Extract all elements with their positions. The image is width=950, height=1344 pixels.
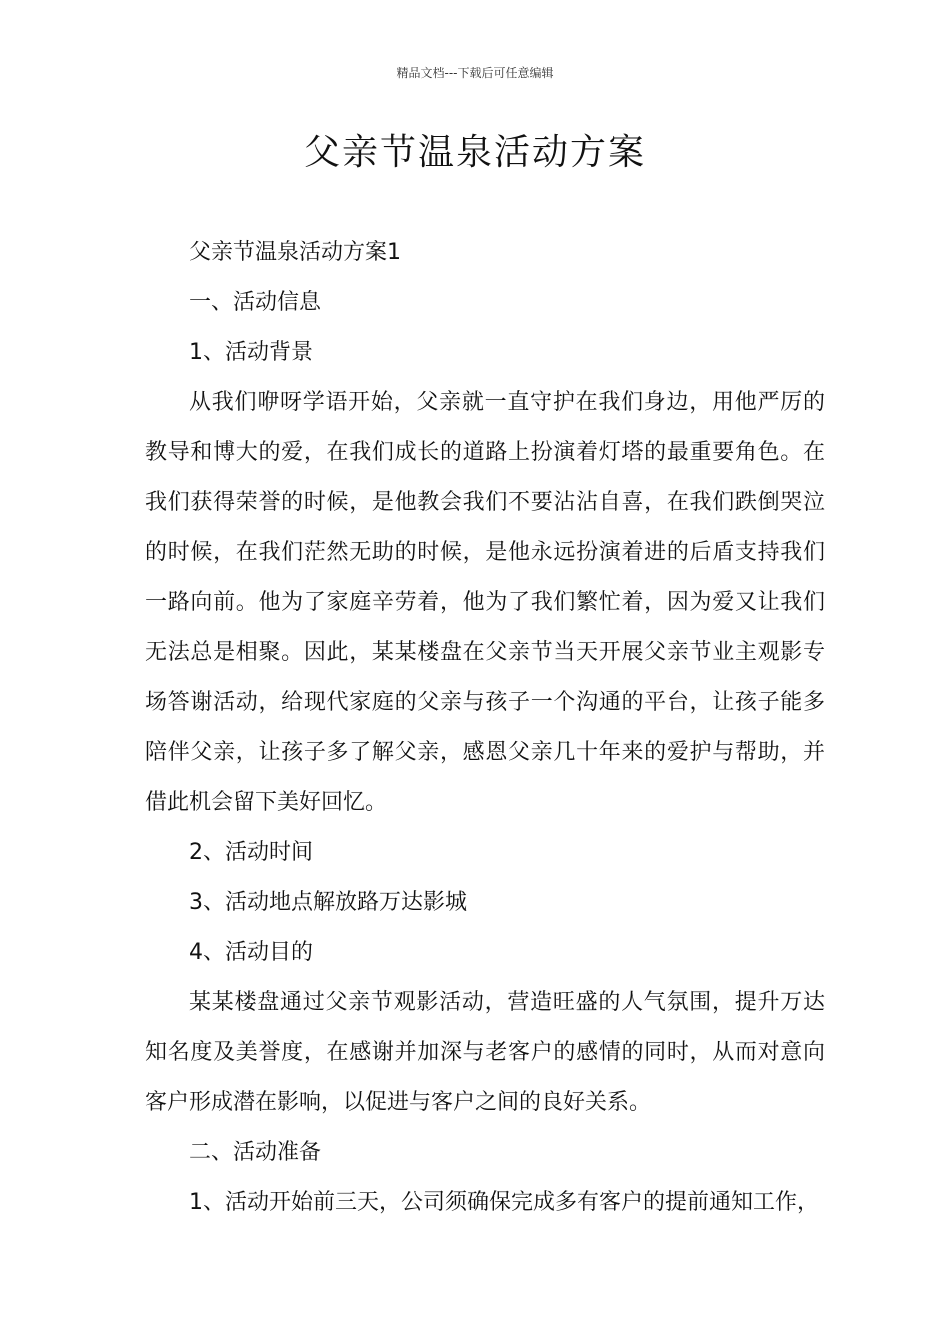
document-title: 父亲节温泉活动方案 <box>303 132 646 173</box>
section-heading-preparation: 二、活动准备 <box>189 1140 322 1165</box>
subtitle-paragraph: 父亲节温泉活动方案1 <box>189 240 401 265</box>
purpose-paragraph: 某某楼盘通过父亲节观影活动，营造旺盛的人气氛围，提升万达知名度及美誉度，在感谢并加深与老客户的感情的同时，从而对意向客户形成潜在影响，以促进与客户之间的良好关系。 <box>145 990 825 1115</box>
preparation-item-1: 1、活动开始前三天，公司须确保完成多有客户的提前通知工作， <box>189 1190 819 1215</box>
subheading-purpose: 4、活动目的 <box>189 940 313 965</box>
background-paragraph: 从我们咿呀学语开始，父亲就一直守护在我们身边，用他严厉的教导和博大的爱，在我们成长的道路上扮演着灯塔的最重要角色。在我们获得荣誉的时候，是他教会我们不要沾沾自喜，在我们跌倒哭泣的时候，在我们茫然无助的时候，是他永远扮演着进的后盾支持我们一路向前。他为了家庭辛劳着，他为了我们繁忙着，因为爱又让我们无法总是相聚。因此，某某楼盘在父亲节当天开展父亲节业主观影专场答谢活动，给现代家庭的父亲与孩子一个沟通的平台，让孩子能多陪伴父亲，让孩子多了解父亲，感恩父亲几十年来的爱护与帮助，并借此机会留下美好回忆。 <box>145 390 825 815</box>
section-heading-activity-info: 一、活动信息 <box>189 290 322 315</box>
subheading-location: 3、活动地点解放路万达影城 <box>189 890 467 915</box>
subheading-time: 2、活动时间 <box>189 840 313 865</box>
header-note: 精品文档---下载后可任意编辑 <box>396 66 554 80</box>
subheading-background: 1、活动背景 <box>189 340 313 365</box>
document-body <box>145 228 825 1228</box>
